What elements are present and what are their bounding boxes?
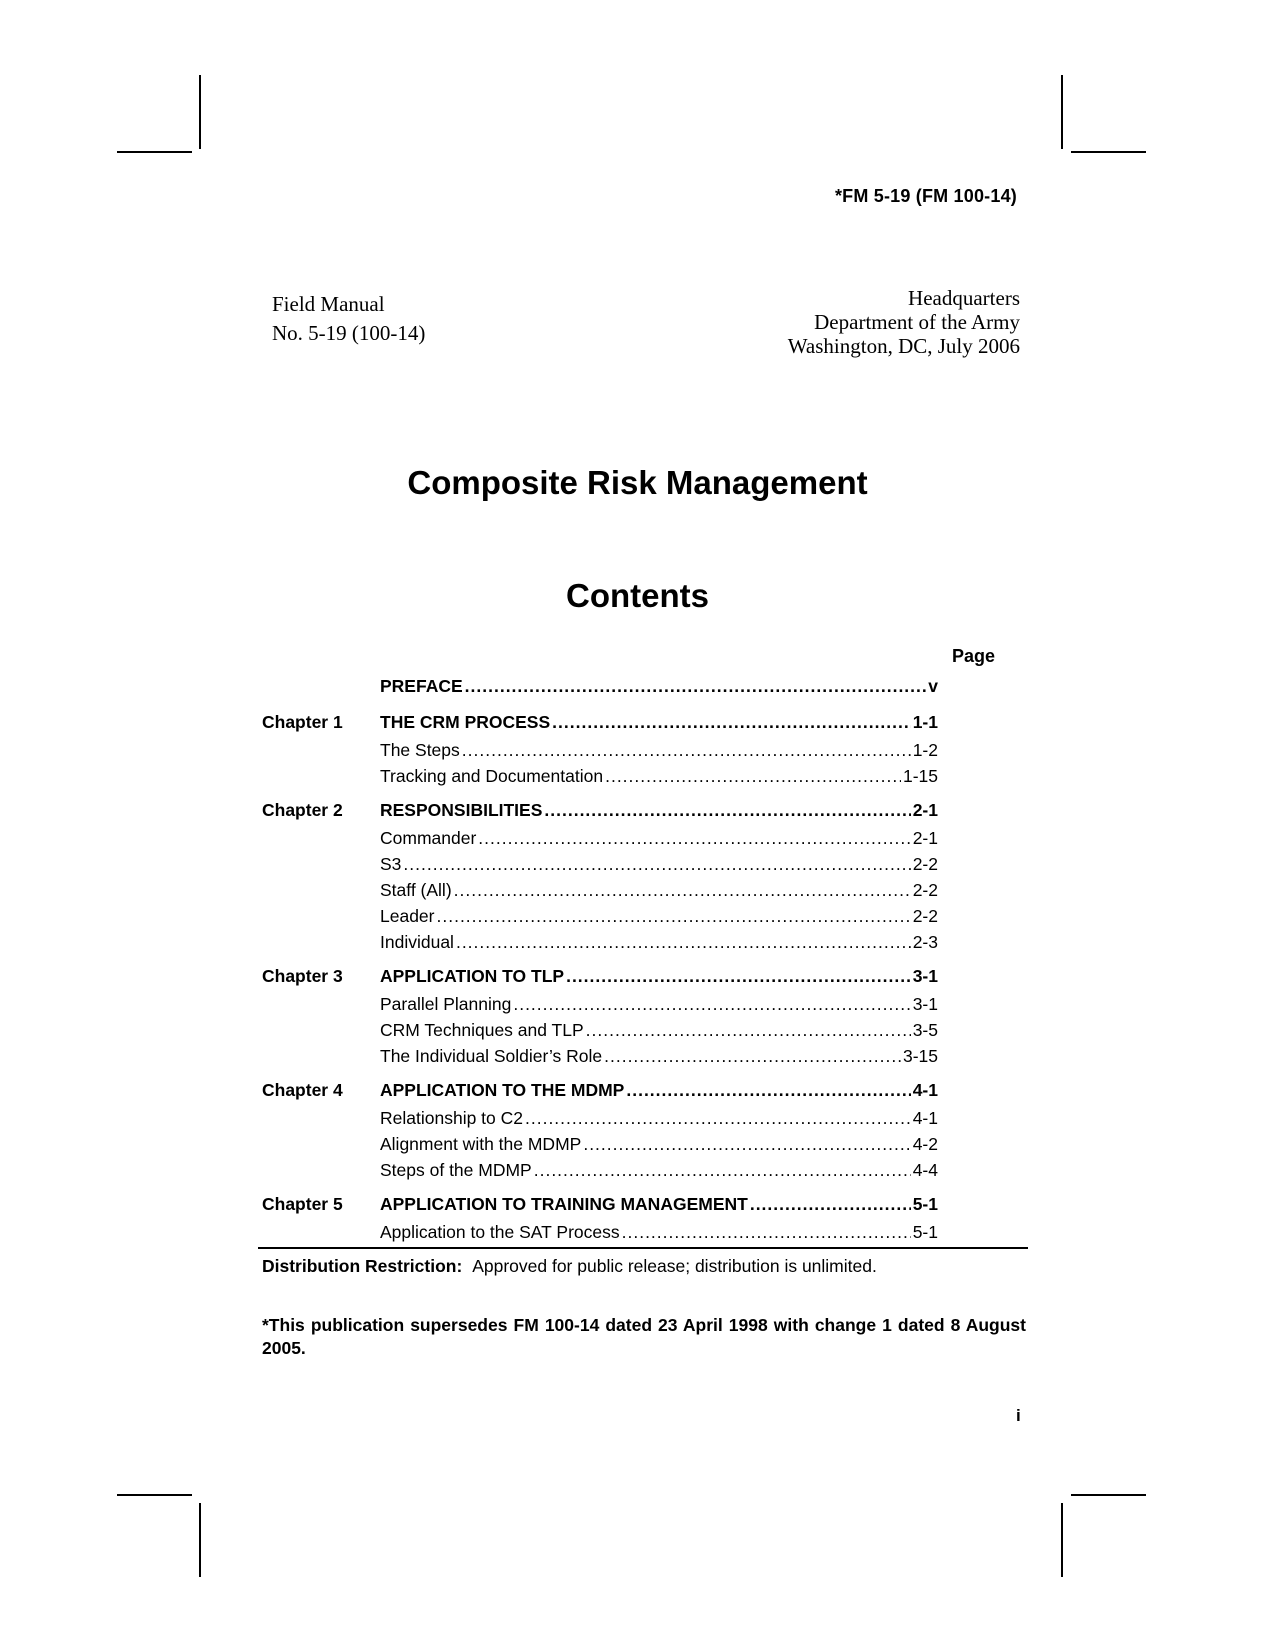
toc-entry-title: S3 <box>380 854 402 874</box>
toc-entry-title: Tracking and Documentation <box>380 766 604 786</box>
page-number: i <box>1016 1406 1021 1425</box>
toc-entry-title: The Steps <box>380 740 460 760</box>
toc-dot-leader <box>552 712 911 733</box>
toc-page-number: 3-1 <box>912 994 938 1014</box>
toc-page-number: 1-1 <box>912 712 938 732</box>
toc-entry-row <box>262 854 938 880</box>
toc-entry-title: Application to the SAT Process <box>380 1222 620 1242</box>
toc-page-number: 2-2 <box>912 906 938 926</box>
toc-entry-title: Individual <box>380 932 454 952</box>
toc-dot-leader <box>605 766 901 787</box>
toc-page-number: v <box>928 676 938 696</box>
field-manual-block <box>272 290 425 348</box>
toc-dot-leader <box>478 828 910 849</box>
toc-chapter-label: Chapter 3 <box>262 966 343 986</box>
toc-page-number: 4-2 <box>912 1134 938 1154</box>
toc-chapter-title: PREFACE <box>380 676 463 696</box>
toc-dot-leader <box>465 676 927 697</box>
toc-dot-leader <box>604 1046 901 1067</box>
toc-dot-leader <box>462 740 911 761</box>
toc-page-number: 5-1 <box>912 1222 938 1242</box>
department-line: Department of the Army <box>814 310 1020 334</box>
toc-dot-leader <box>566 966 911 987</box>
toc-page-number: 2-1 <box>912 828 938 848</box>
toc-chapter-group <box>262 800 938 958</box>
toc-entry-row <box>262 1222 938 1248</box>
toc-chapter-label: Chapter 4 <box>262 1080 343 1100</box>
page-column-label: Page <box>952 646 996 666</box>
toc-entry-title: CRM Techniques and TLP <box>380 1020 584 1040</box>
toc-chapter-group <box>262 1080 938 1186</box>
toc-chapter-label: Chapter 5 <box>262 1194 343 1214</box>
toc-chapter-label: Chapter 2 <box>262 800 343 820</box>
toc-chapter-group <box>262 966 938 1072</box>
toc-dot-leader <box>626 1080 910 1101</box>
toc-entry-row <box>262 906 938 932</box>
toc-entry-row <box>262 766 938 792</box>
toc-entry-title: Staff (All) <box>380 880 452 900</box>
toc-chapter-title: APPLICATION TO THE MDMP <box>380 1080 625 1100</box>
toc-entry-row <box>262 932 938 958</box>
toc-dot-leader <box>622 1222 911 1243</box>
toc-entry-row <box>262 1160 938 1186</box>
toc-page-number: 3-15 <box>902 1046 938 1066</box>
table-of-contents <box>262 676 938 1256</box>
toc-dot-leader <box>525 1108 911 1129</box>
toc-chapter-title: THE CRM PROCESS <box>380 712 551 732</box>
toc-dot-leader <box>403 854 910 875</box>
toc-dot-leader <box>544 800 910 821</box>
distribution-text: Approved for public release; distribution is unlimited. <box>472 1256 877 1276</box>
divider <box>258 1247 1028 1249</box>
toc-entry-row <box>262 1046 938 1072</box>
toc-chapter-row <box>262 1194 938 1222</box>
toc-entry-row <box>262 740 938 766</box>
toc-dot-leader <box>750 1194 911 1215</box>
toc-page-number: 2-2 <box>912 880 938 900</box>
toc-entry-row <box>262 1108 938 1134</box>
toc-entry-title: Leader <box>380 906 435 926</box>
toc-entry-row <box>262 880 938 906</box>
toc-page-number: 2-2 <box>912 854 938 874</box>
toc-dot-leader <box>583 1134 910 1155</box>
distribution-label: Distribution Restriction: <box>262 1256 463 1276</box>
crop-mark <box>1071 1494 1146 1496</box>
toc-chapter-row <box>262 800 938 828</box>
toc-entry-title: Relationship to C2 <box>380 1108 523 1128</box>
toc-entry-row <box>262 828 938 854</box>
crop-mark <box>199 75 201 149</box>
toc-page-number: 4-1 <box>912 1108 938 1128</box>
toc-dot-leader <box>513 994 910 1015</box>
crop-mark <box>199 1503 201 1577</box>
toc-page-number: 2-3 <box>912 932 938 952</box>
toc-dot-leader <box>437 906 911 927</box>
toc-chapter-group <box>262 676 938 704</box>
toc-chapter-title: APPLICATION TO TRAINING MANAGEMENT <box>380 1194 748 1214</box>
contents-heading: Contents <box>566 577 709 614</box>
distribution-restriction <box>262 1256 877 1277</box>
toc-entry-title: Alignment with the MDMP <box>380 1134 582 1154</box>
toc-chapter-row <box>262 676 938 704</box>
toc-entry-row <box>262 994 938 1020</box>
toc-dot-leader <box>586 1020 911 1041</box>
toc-dot-leader <box>456 932 911 953</box>
field-manual-label: Field Manual <box>272 292 385 316</box>
toc-entry-title: Commander <box>380 828 477 848</box>
crop-mark <box>117 1494 192 1496</box>
toc-page-number: 3-1 <box>912 966 938 986</box>
headquarters-block <box>788 286 1020 358</box>
toc-entry-row <box>262 1020 938 1046</box>
toc-chapter-row <box>262 966 938 994</box>
toc-dot-leader <box>534 1160 911 1181</box>
toc-entry-title: Parallel Planning <box>380 994 512 1014</box>
toc-entry-row <box>262 1134 938 1160</box>
toc-chapter-group <box>262 712 938 792</box>
toc-chapter-row <box>262 1080 938 1108</box>
toc-chapter-row <box>262 712 938 740</box>
toc-page-number: 1-15 <box>902 766 938 786</box>
toc-chapter-title: RESPONSIBILITIES <box>380 800 543 820</box>
supersedes-note: *This publication supersedes FM 100-14 dated 23 April 1998 with change 1 dated 8 August 2005. <box>262 1315 1026 1358</box>
toc-dot-leader <box>454 880 911 901</box>
toc-page-number: 5-1 <box>912 1194 938 1214</box>
toc-entry-title: The Individual Soldier’s Role <box>380 1046 603 1066</box>
publication-code: *FM 5-19 (FM 100-14) <box>834 186 1017 206</box>
toc-page-number: 1-2 <box>912 740 938 760</box>
document-title: Composite Risk Management <box>407 464 868 501</box>
toc-page-number: 4-1 <box>912 1080 938 1100</box>
crop-mark <box>1071 151 1146 153</box>
toc-page-number: 2-1 <box>912 800 938 820</box>
toc-entry-title: Steps of the MDMP <box>380 1160 532 1180</box>
toc-chapter-title: APPLICATION TO TLP <box>380 966 565 986</box>
crop-mark <box>117 151 192 153</box>
toc-chapter-label: Chapter 1 <box>262 712 343 732</box>
crop-mark <box>1061 1503 1063 1577</box>
toc-chapter-group <box>262 1194 938 1248</box>
field-manual-number: No. 5-19 (100-14) <box>272 321 426 345</box>
location-date-line: Washington, DC, July 2006 <box>787 334 1020 358</box>
crop-mark <box>1061 75 1063 149</box>
toc-page-number: 4-4 <box>912 1160 938 1180</box>
headquarters-line: Headquarters <box>908 286 1020 310</box>
toc-page-number: 3-5 <box>912 1020 938 1040</box>
